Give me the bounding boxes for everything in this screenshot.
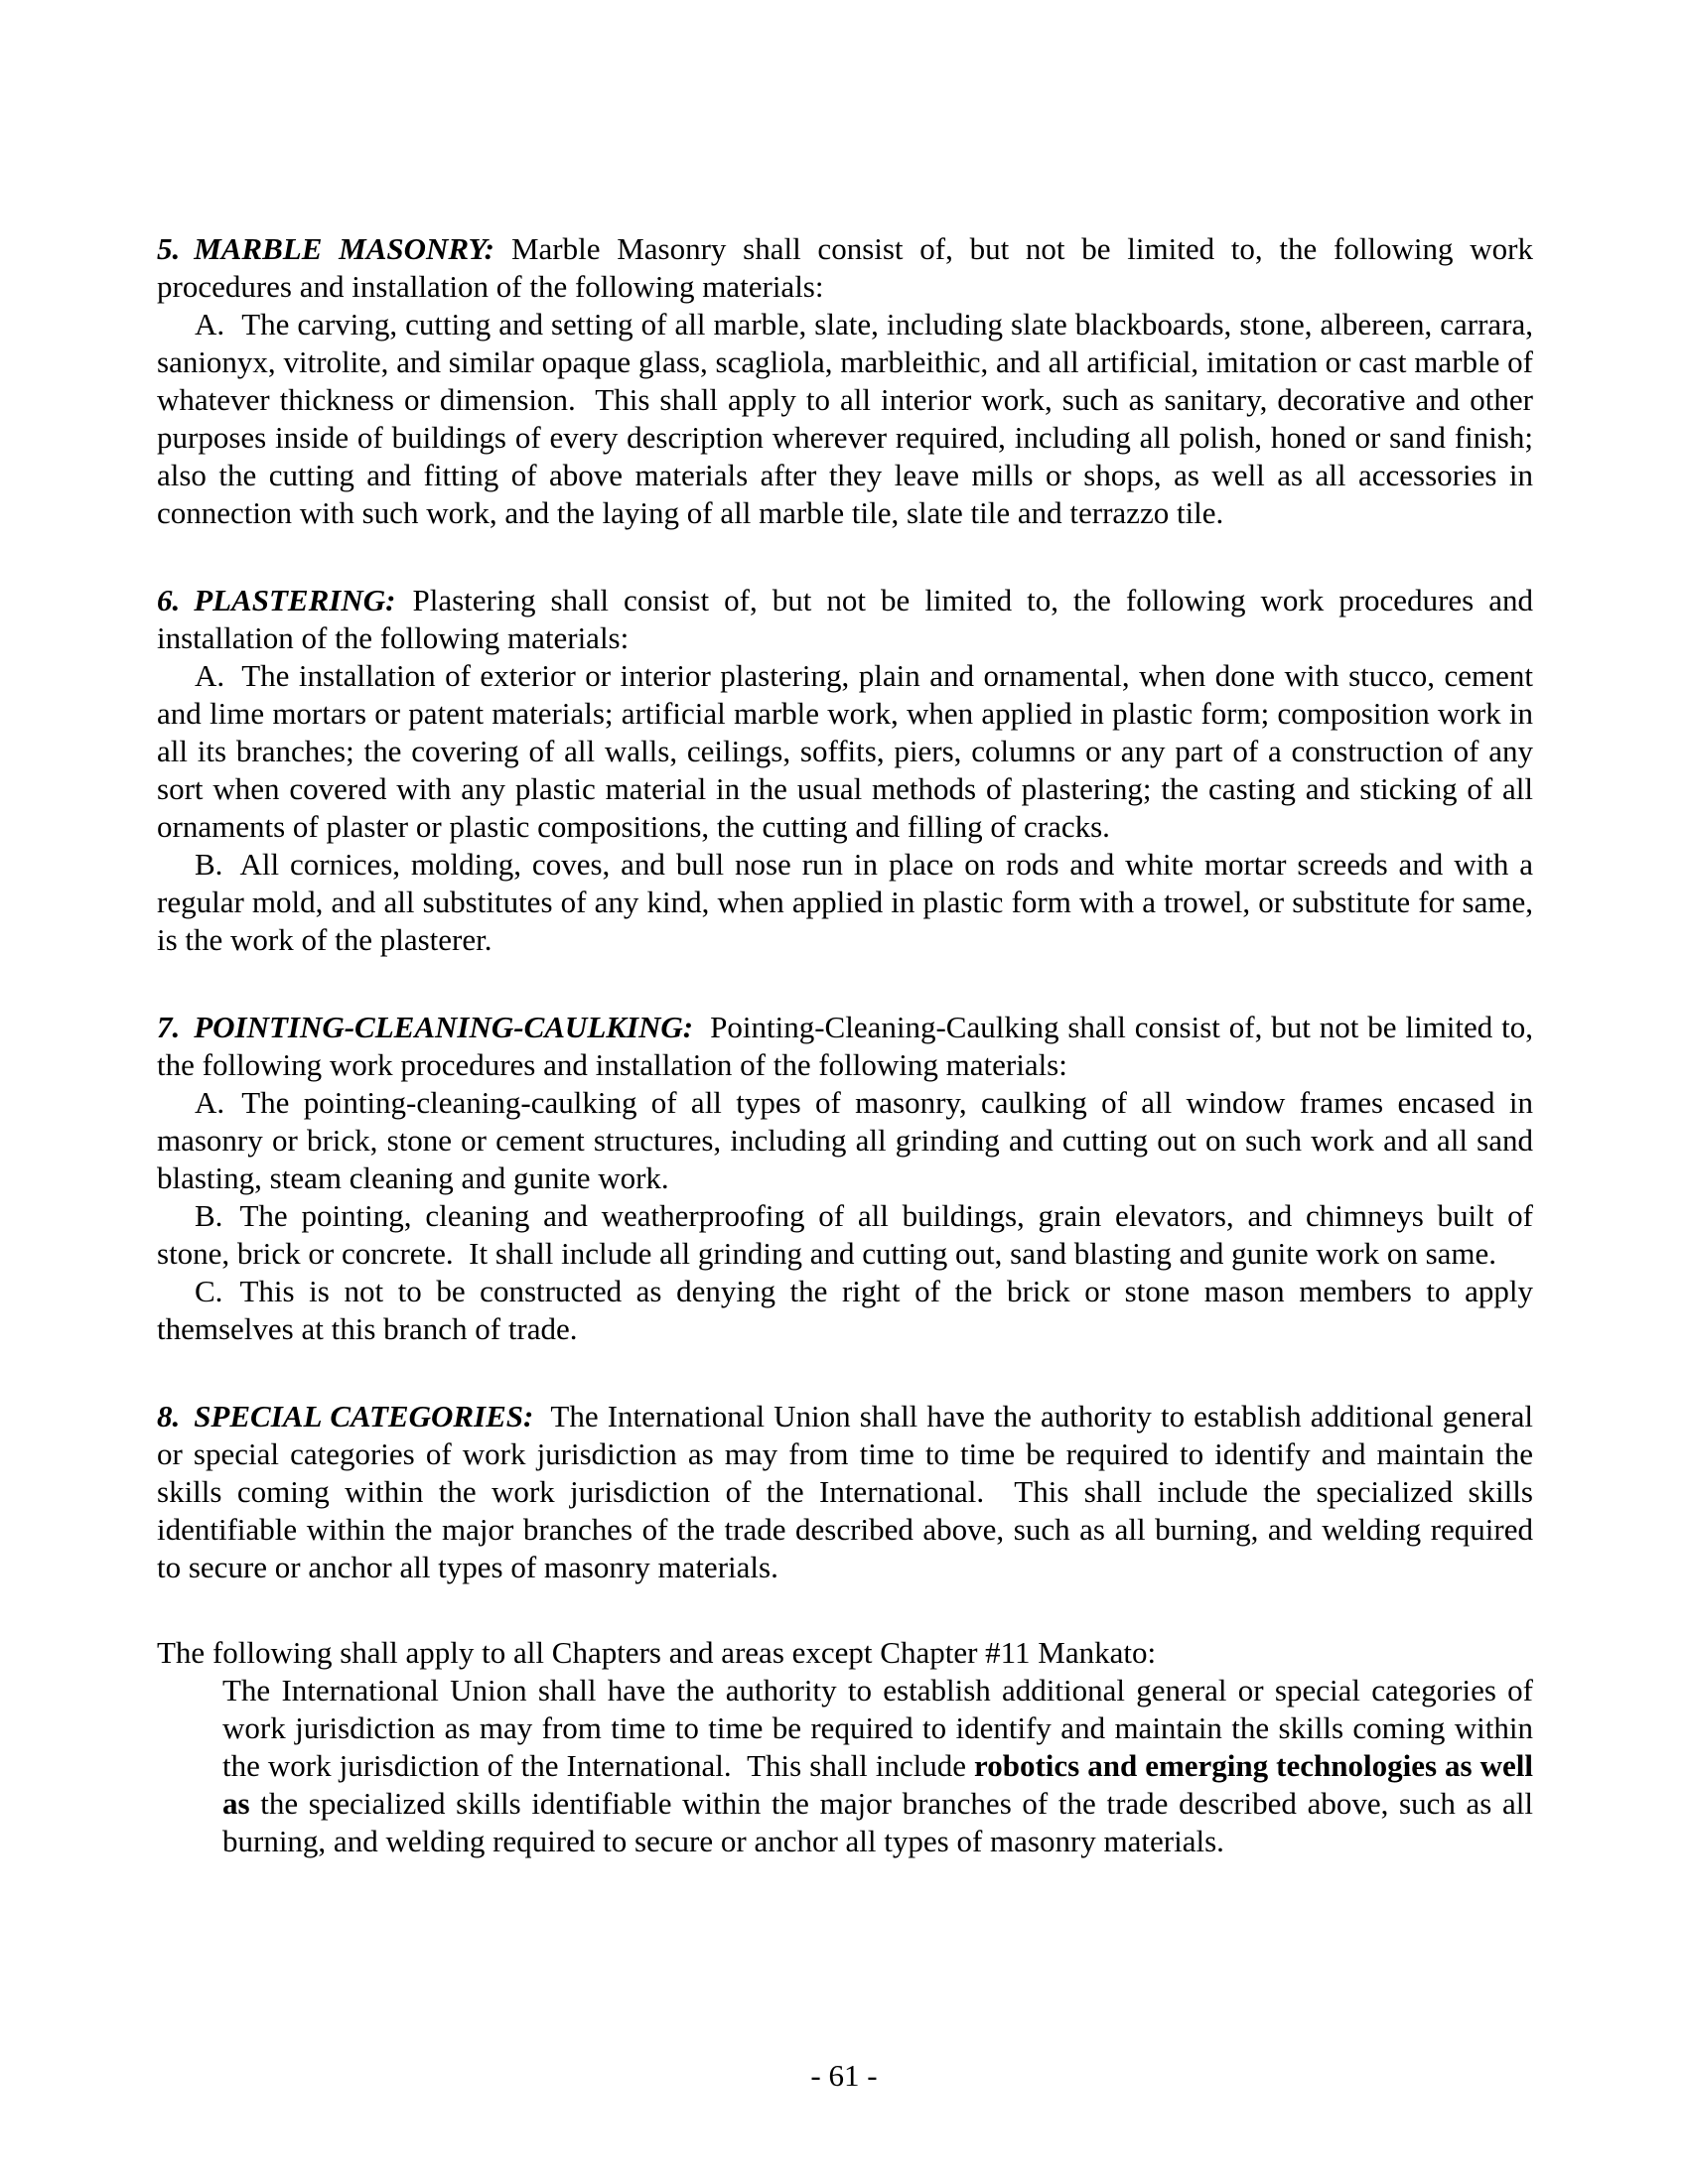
page-number: - 61 - <box>810 2058 878 2093</box>
section-number: 5. <box>157 231 181 266</box>
lettered-paragraph <box>157 1084 1541 1197</box>
section-number: 8. <box>157 1399 181 1433</box>
item-label: B. <box>195 847 223 882</box>
section-title: SPECIAL CATEGORIES: <box>194 1399 534 1433</box>
item-label: A. <box>195 658 225 693</box>
item-text: The carving, cutting and setting of all marble, slate, including slate blackboards, stone, albereen, carrara, sanionyx, vitrolite, and similar opaque glass, scagliola, marbleithic, and all artificial, imitation or cast marble of whatever thickness or dimension. This shall apply to all interior work, such as sanitary, decorative and other purposes inside of buildings of every description wherever required, including all polish, honed or sand finish; also the cutting and fitting of above materials after they leave mills or shops, as well as all accessories in connection with such work, and the laying of all marble tile, slate tile and terrazzo tile. <box>157 307 1541 530</box>
section-marble-masonry <box>157 230 1541 532</box>
item-label: A. <box>195 1085 225 1120</box>
addendum-lead: The following shall apply to all Chapters and areas except Chapter #11 Mankato: <box>157 1635 1157 1670</box>
addendum-section <box>157 1634 1541 1860</box>
section-special-categories <box>157 1398 1541 1586</box>
item-text: The pointing-cleaning-caulking of all types of masonry, caulking of all window frames encased in masonry or brick, stone or cement structures, including all grinding and cutting out on such work and all sand blasting, steam cleaning and gunite work. <box>157 1085 1541 1195</box>
section-number: 6. <box>157 583 181 617</box>
section-heading-paragraph <box>157 230 1541 306</box>
item-text: The pointing, cleaning and weatherproofing of all buildings, grain elevators, and chimneys built of stone, brick or concrete. It shall include all grinding and cutting out, sand blasting and gunite work on same. <box>157 1198 1541 1271</box>
section-title: POINTING-CLEANING-CAULKING: <box>194 1010 694 1044</box>
section-number: 7. <box>157 1010 181 1044</box>
item-text: This is not to be constructed as denying the right of the brick or stone mason members to apply themselves at this branch of trade. <box>157 1274 1541 1346</box>
item-label: B. <box>195 1198 223 1233</box>
item-label: C. <box>195 1274 223 1308</box>
lettered-paragraph <box>157 846 1541 959</box>
addendum-body-pre: The International Union shall have the authority to establish additional general or special categories of work jurisdiction as may from time to time be required to identify and maintain the skills coming within the work jurisdiction of the International. This shall include <box>222 1673 1541 1783</box>
lettered-paragraph <box>157 1273 1541 1348</box>
section-title: MARBLE MASONRY: <box>194 231 494 266</box>
section-intro-text: Pointing-Cleaning-Caulking shall consist of, but not be limited to, the following work procedures and installation of the following materials: <box>157 1010 1541 1082</box>
section-intro-text: Marble Masonry shall consist of, but not be limited to, the following work procedures and installation of the following materials: <box>157 231 1541 304</box>
item-label: A. <box>195 307 225 341</box>
section-intro-text: The International Union shall have the authority to establish additional general or special categories of work jurisdiction as may from time to time be required to identify and maintain the skills coming within the work jurisdiction of the International. This shall include the specialized skills identifiable within the major branches of the trade described above, such as all burning, and welding required to secure or anchor all types of masonry materials. <box>157 1399 1541 1584</box>
item-text: The installation of exterior or interior plastering, plain and ornamental, when done with stucco, cement and lime mortars or patent materials; artificial marble work, when applied in plastic form; composition work in all its branches; the covering of all walls, ceilings, soffits, piers, columns or any part of a construction of any sort when covered with any plastic material in the usual methods of plastering; the casting and sticking of all ornaments of plaster or plastic compositions, the cutting and filling of cracks. <box>157 658 1541 844</box>
lettered-paragraph <box>157 657 1541 846</box>
section-plastering <box>157 582 1541 959</box>
section-heading-paragraph <box>157 1009 1541 1084</box>
addendum-body-bold: robotics and emerging technologies as well as <box>222 1748 1541 1821</box>
addendum-body-post: the specialized skills identifiable within the major branches of the trade described above, such as all burning, and welding required to secure or anchor all types of masonry materials. <box>222 1786 1541 1858</box>
lettered-paragraph <box>157 306 1541 532</box>
addendum-body <box>222 1672 1541 1860</box>
section-intro-text: Plastering shall consist of, but not be limited to, the following work procedures and installation of the following materials: <box>157 583 1541 655</box>
section-title: PLASTERING: <box>194 583 396 617</box>
item-text: All cornices, molding, coves, and bull nose run in place on rods and white mortar screeds and with a regular mold, and all substitutes of any kind, when applied in plastic form with a trowel, or substitute for same, is the work of the plasterer. <box>157 847 1541 957</box>
section-heading-paragraph <box>157 582 1541 657</box>
lettered-paragraph <box>157 1197 1541 1273</box>
section-heading-paragraph <box>157 1398 1541 1586</box>
section-pointing-cleaning-caulking <box>157 1009 1541 1348</box>
